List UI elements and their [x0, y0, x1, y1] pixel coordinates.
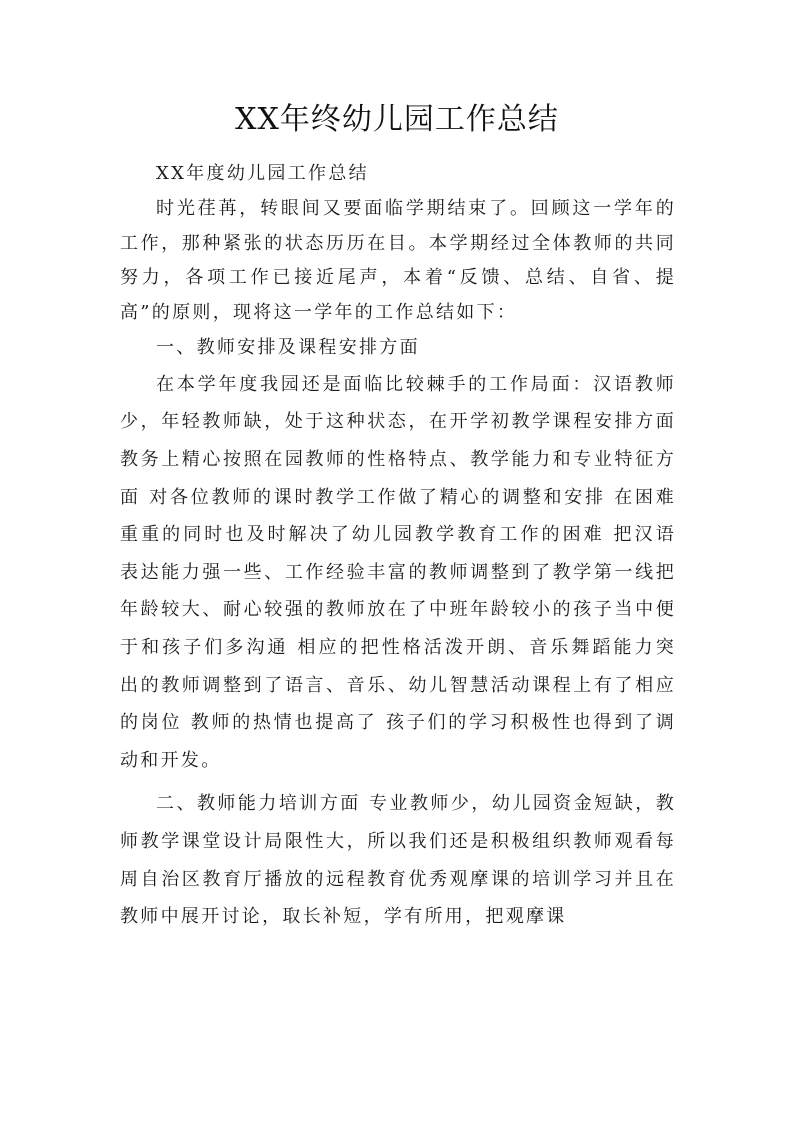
intro-paragraph: 时光荏苒，转眼间又要面临学期结束了。回顾这一学年的工作，那种紧张的状态历历在目。本学期经过全体教师的共同努力，各项工作已接近尾声，本着“反馈、总结、自省、提高”的原则，现将这一学年的工作总结如下：	[120, 197, 676, 324]
subtitle-paragraph: XX年度幼儿园工作总结	[156, 163, 369, 184]
section-1-paragraph: 在本学年度我园还是面临比较棘手的工作局面：汉语教师少，年轻教师缺，处于这种状态，在开学初教学课程安排方面教务上精心按照在园教师的性格特点、教学能力和专业特征方面 对各位教师的课时教学工作做了精心的调整和安排 在困难重重的同时也及时解决了幼儿园教学教育工作的困难 把汉语表达能力强一些、工作经验丰富的教师调整到了教学第一线把年龄较大、耐心较强的教师放在了中班年龄较小的孩子当中便于和孩子们多沟通 相应的把性格活泼开朗、音乐舞蹈能力突出的教师调整到了语言、音乐、幼儿智慧活动课程上有了相应的岗位 教师的热情也提高了 孩子们的学习积极性也得到了调动和开发。	[120, 373, 676, 771]
document-title: XX年终幼儿园工作总结	[235, 102, 559, 137]
section-2-paragraph: 二、教师能力培训方面 专业教师少，幼儿园资金短缺，教师教学课堂设计局限性大，所以我们还是积极组织教师观看每周自治区教育厅播放的远程教育优秀观摩课的培训学习并且在教师中展开讨论，取长补短，学有所用，把观摩课	[120, 793, 676, 928]
section-heading-1: 一、教师安排及课程安排方面	[156, 336, 420, 358]
document-body	[120, 157, 676, 936]
